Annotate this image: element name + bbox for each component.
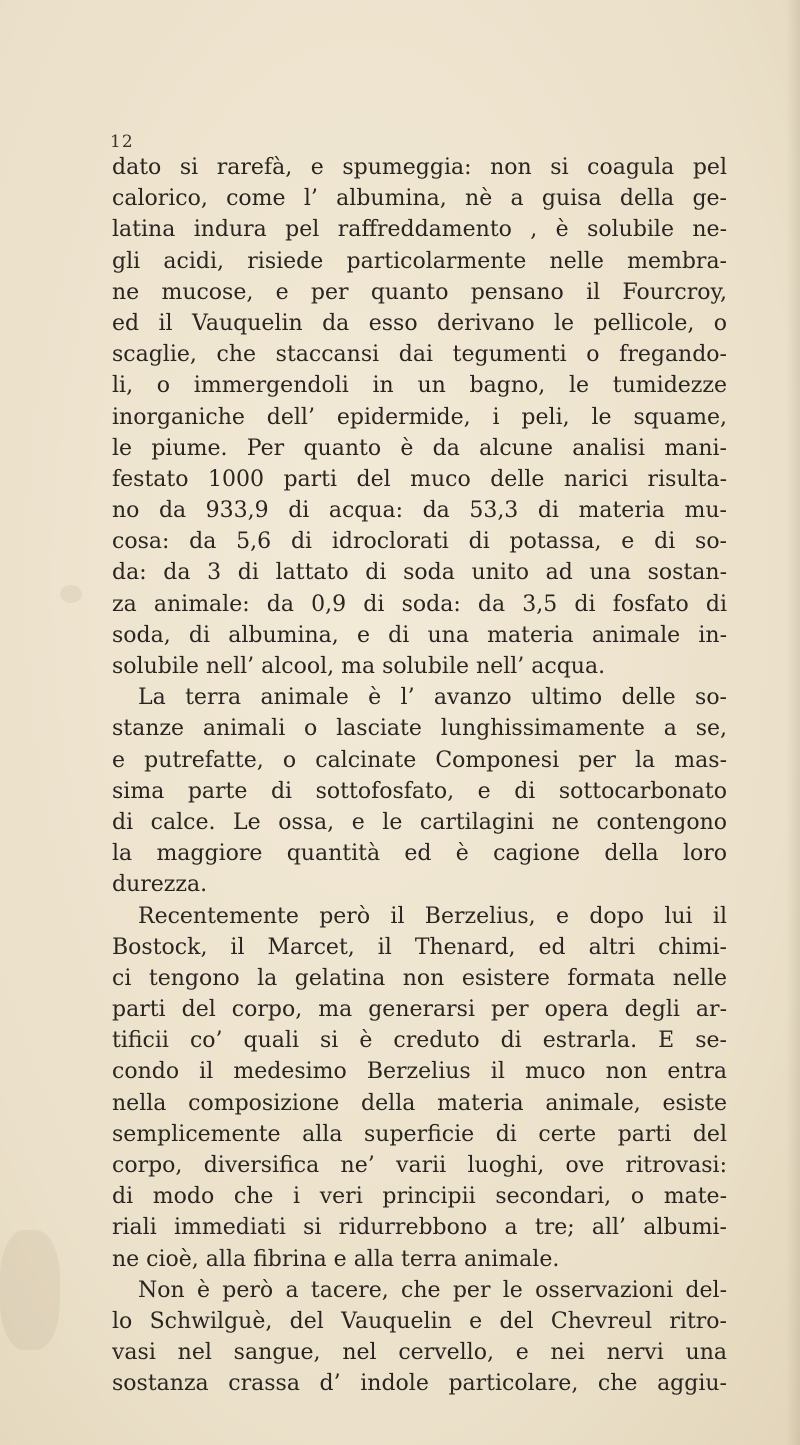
page-number: 12 — [110, 132, 134, 152]
text-line: cosa: da 5,6 di idroclorati di potassa, e di so- — [112, 529, 727, 555]
text-line: sima parte di sottofosfato, e di sottocarbonato — [112, 778, 727, 804]
paragraph-start-line: Recentemente però il Berzelius, e dopo lui il — [138, 903, 727, 929]
text-line: ci tengono la gelatina non esistere formata nelle — [112, 965, 727, 991]
text-line: stanze animali o lasciate lunghissimamente a se, — [112, 716, 727, 742]
text-line: calorico, come l’ albumina, nè a guisa della ge- — [112, 186, 727, 212]
text-line: lo Schwilguè, del Vauquelin e del Chevreul ritro- — [112, 1308, 727, 1334]
text-line: semplicemente alla superficie di certe parti del — [112, 1121, 727, 1147]
text-line: inorganiche dell’ epidermide, i peli, le squame, — [112, 404, 727, 430]
text-line: li, o immergendoli in un bagno, le tumidezze — [112, 373, 727, 399]
text-line: sostanza crassa d’ indole particolare, che aggiu- — [112, 1371, 727, 1397]
text-line: di calce. Le ossa, e le cartilagini ne contengono — [112, 809, 727, 835]
text-line: riali immediati si ridurrebbono a tre; all’ albumi- — [112, 1215, 727, 1241]
text-line: condo il medesimo Berzelius il muco non entra — [112, 1059, 727, 1085]
paragraph-start-line: Non è però a tacere, che per le osservazioni del- — [138, 1277, 727, 1303]
text-line: nella composizione della materia animale, esiste — [112, 1090, 727, 1116]
text-line: durezza. — [112, 872, 208, 898]
text-line: la maggiore quantità ed è cagione della loro — [112, 841, 727, 867]
text-line: gli acidi, risiede particolarmente nelle membra- — [112, 248, 727, 274]
text-line: dato si rarefà, e spumeggia: non si coagula pel — [112, 155, 727, 180]
paragraph-start-line: La terra animale è l’ avanzo ultimo delle so- — [138, 685, 727, 711]
text-line: za animale: da 0,9 di soda: da 3,5 di fosfato di — [112, 591, 727, 617]
text-line: parti del corpo, ma generarsi per opera degli ar- — [112, 997, 727, 1023]
paper-stain — [60, 585, 82, 603]
text-line: scaglie, che staccansi dai tegumenti o fregando- — [112, 342, 727, 368]
text-line: di modo che i veri principii secondari, o mate- — [112, 1184, 727, 1210]
text-line: corpo, diversifica ne’ varii luoghi, ove ritrovasi: — [112, 1153, 727, 1178]
text-line: ne cioè, alla fibrina e alla terra animale. — [112, 1246, 560, 1272]
page-edge-shadow — [786, 0, 800, 1445]
paper-stain — [0, 1230, 60, 1350]
text-line: solubile nell’ alcool, ma solubile nell’ acqua. — [112, 654, 606, 679]
text-line: tificii co’ quali si è creduto di estrarla. E se- — [112, 1028, 727, 1054]
text-line: ed il Vauquelin da esso derivano le pellicole, o — [112, 310, 727, 336]
text-line: e putrefatte, o calcinate Componesi per la mas- — [112, 747, 727, 773]
text-line: soda, di albumina, e di una materia animale in- — [112, 622, 727, 648]
text-line: le piume. Per quanto è da alcune analisi mani- — [112, 435, 727, 461]
text-line: Bostock, il Marcet, il Thenard, ed altri chimi- — [112, 934, 727, 960]
body-text — [112, 152, 727, 1400]
text-line: latina indura pel raffreddamento , è solubile ne- — [112, 217, 727, 243]
text-line: ne mucose, e per quanto pensano il Fourcroy, — [112, 279, 727, 305]
text-line: festato 1000 parti del muco delle narici risulta- — [112, 466, 727, 492]
text-line: da: da 3 di lattato di soda unito ad una sostan- — [112, 560, 727, 586]
text-line: vasi nel sangue, nel cervello, e nei nervi una — [112, 1340, 727, 1366]
text-line: no da 933,9 di acqua: da 53,3 di materia mu- — [112, 498, 727, 524]
